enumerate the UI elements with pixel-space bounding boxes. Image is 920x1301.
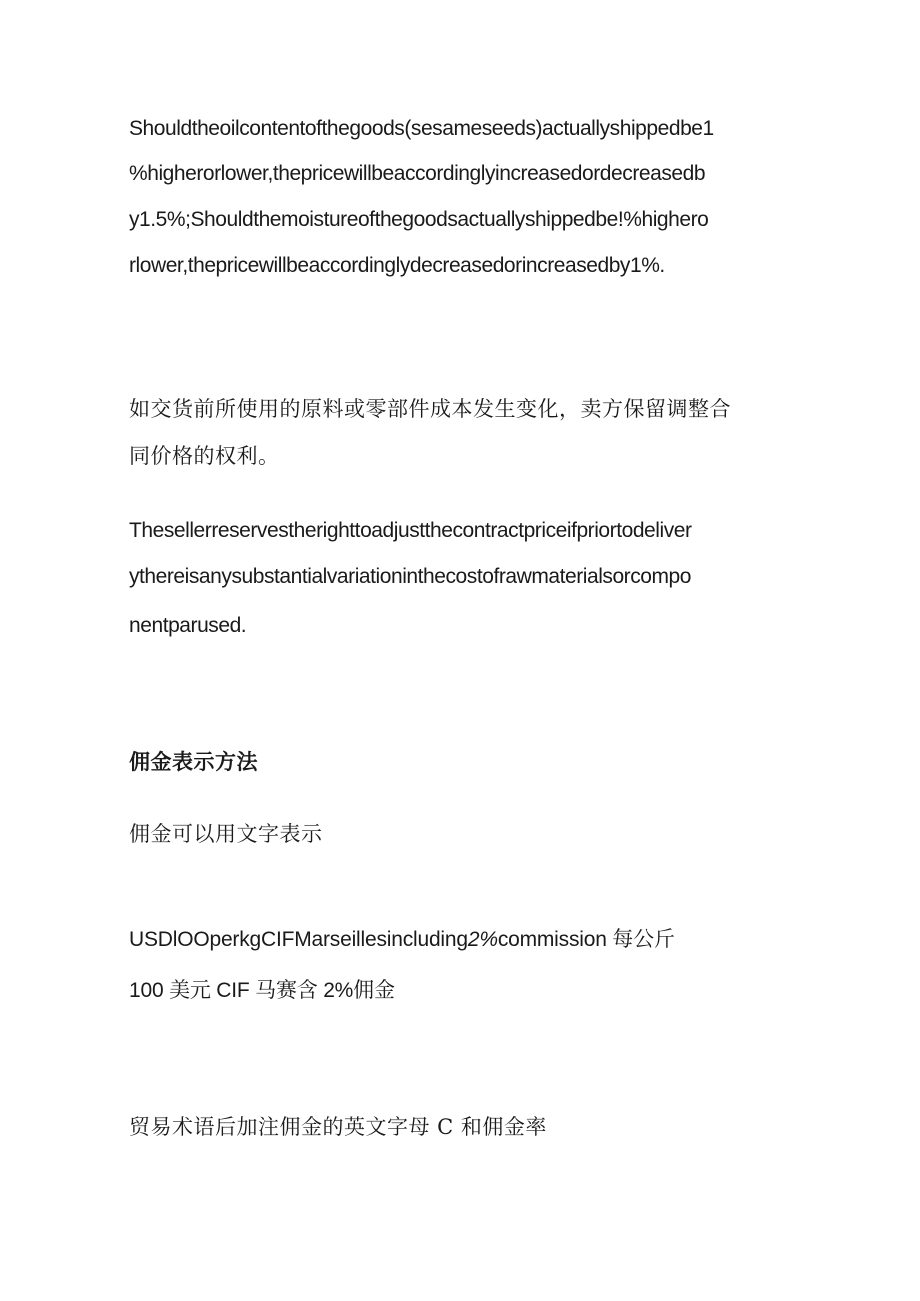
paragraph-1-line-2: %higherorlower,thepricewillbeaccordinglyincreasedordecreasedb: [129, 162, 706, 185]
paragraph-2-zh-line-2: 同价格的权利。: [129, 444, 280, 468]
example-line-1: [129, 926, 675, 954]
paragraph-2-en-line-1: Thesellerreservestherighttoadjustthecontractpriceifpriortodeliver: [129, 519, 692, 542]
example-line-2: 100 美元 CIF 马赛含 2%佣金: [129, 979, 395, 1002]
example-line-1-prefix: USDlOOperkgCIFMarseillesincluding: [129, 928, 468, 951]
closing-line: 贸易术语后加注佣金的英文字母 C 和佣金率: [129, 1115, 547, 1139]
paragraph-2-en-line-3: nentparused.: [129, 614, 247, 637]
paragraph-2-en-line-2: ythereisanysubstantialvariationinthecostofrawmaterialsorcompo: [129, 565, 692, 588]
paragraph-1-line-1: Shouldtheoilcontentofthegoods(sesameseeds)actuallyshippedbe1: [129, 117, 714, 140]
paragraph-2-zh-line-1: 如交货前所使用的原料或零部件成本发生变化，卖方保留调整合: [129, 397, 731, 421]
subheading: 佣金可以用文字表示: [129, 822, 323, 846]
paragraph-1-line-4: rlower,thepricewillbeaccordinglydecreasedorincreasedby1%.: [129, 254, 665, 277]
paragraph-1-line-3: y1.5%;Shouldthemoistureofthegoodsactuallyshippedbe!%highero: [129, 208, 709, 231]
example-line-1-suffix: commission 每公斤: [497, 928, 675, 951]
section-heading: 佣金表示方法: [129, 749, 258, 774]
example-line-1-italic: 2%: [467, 928, 498, 951]
